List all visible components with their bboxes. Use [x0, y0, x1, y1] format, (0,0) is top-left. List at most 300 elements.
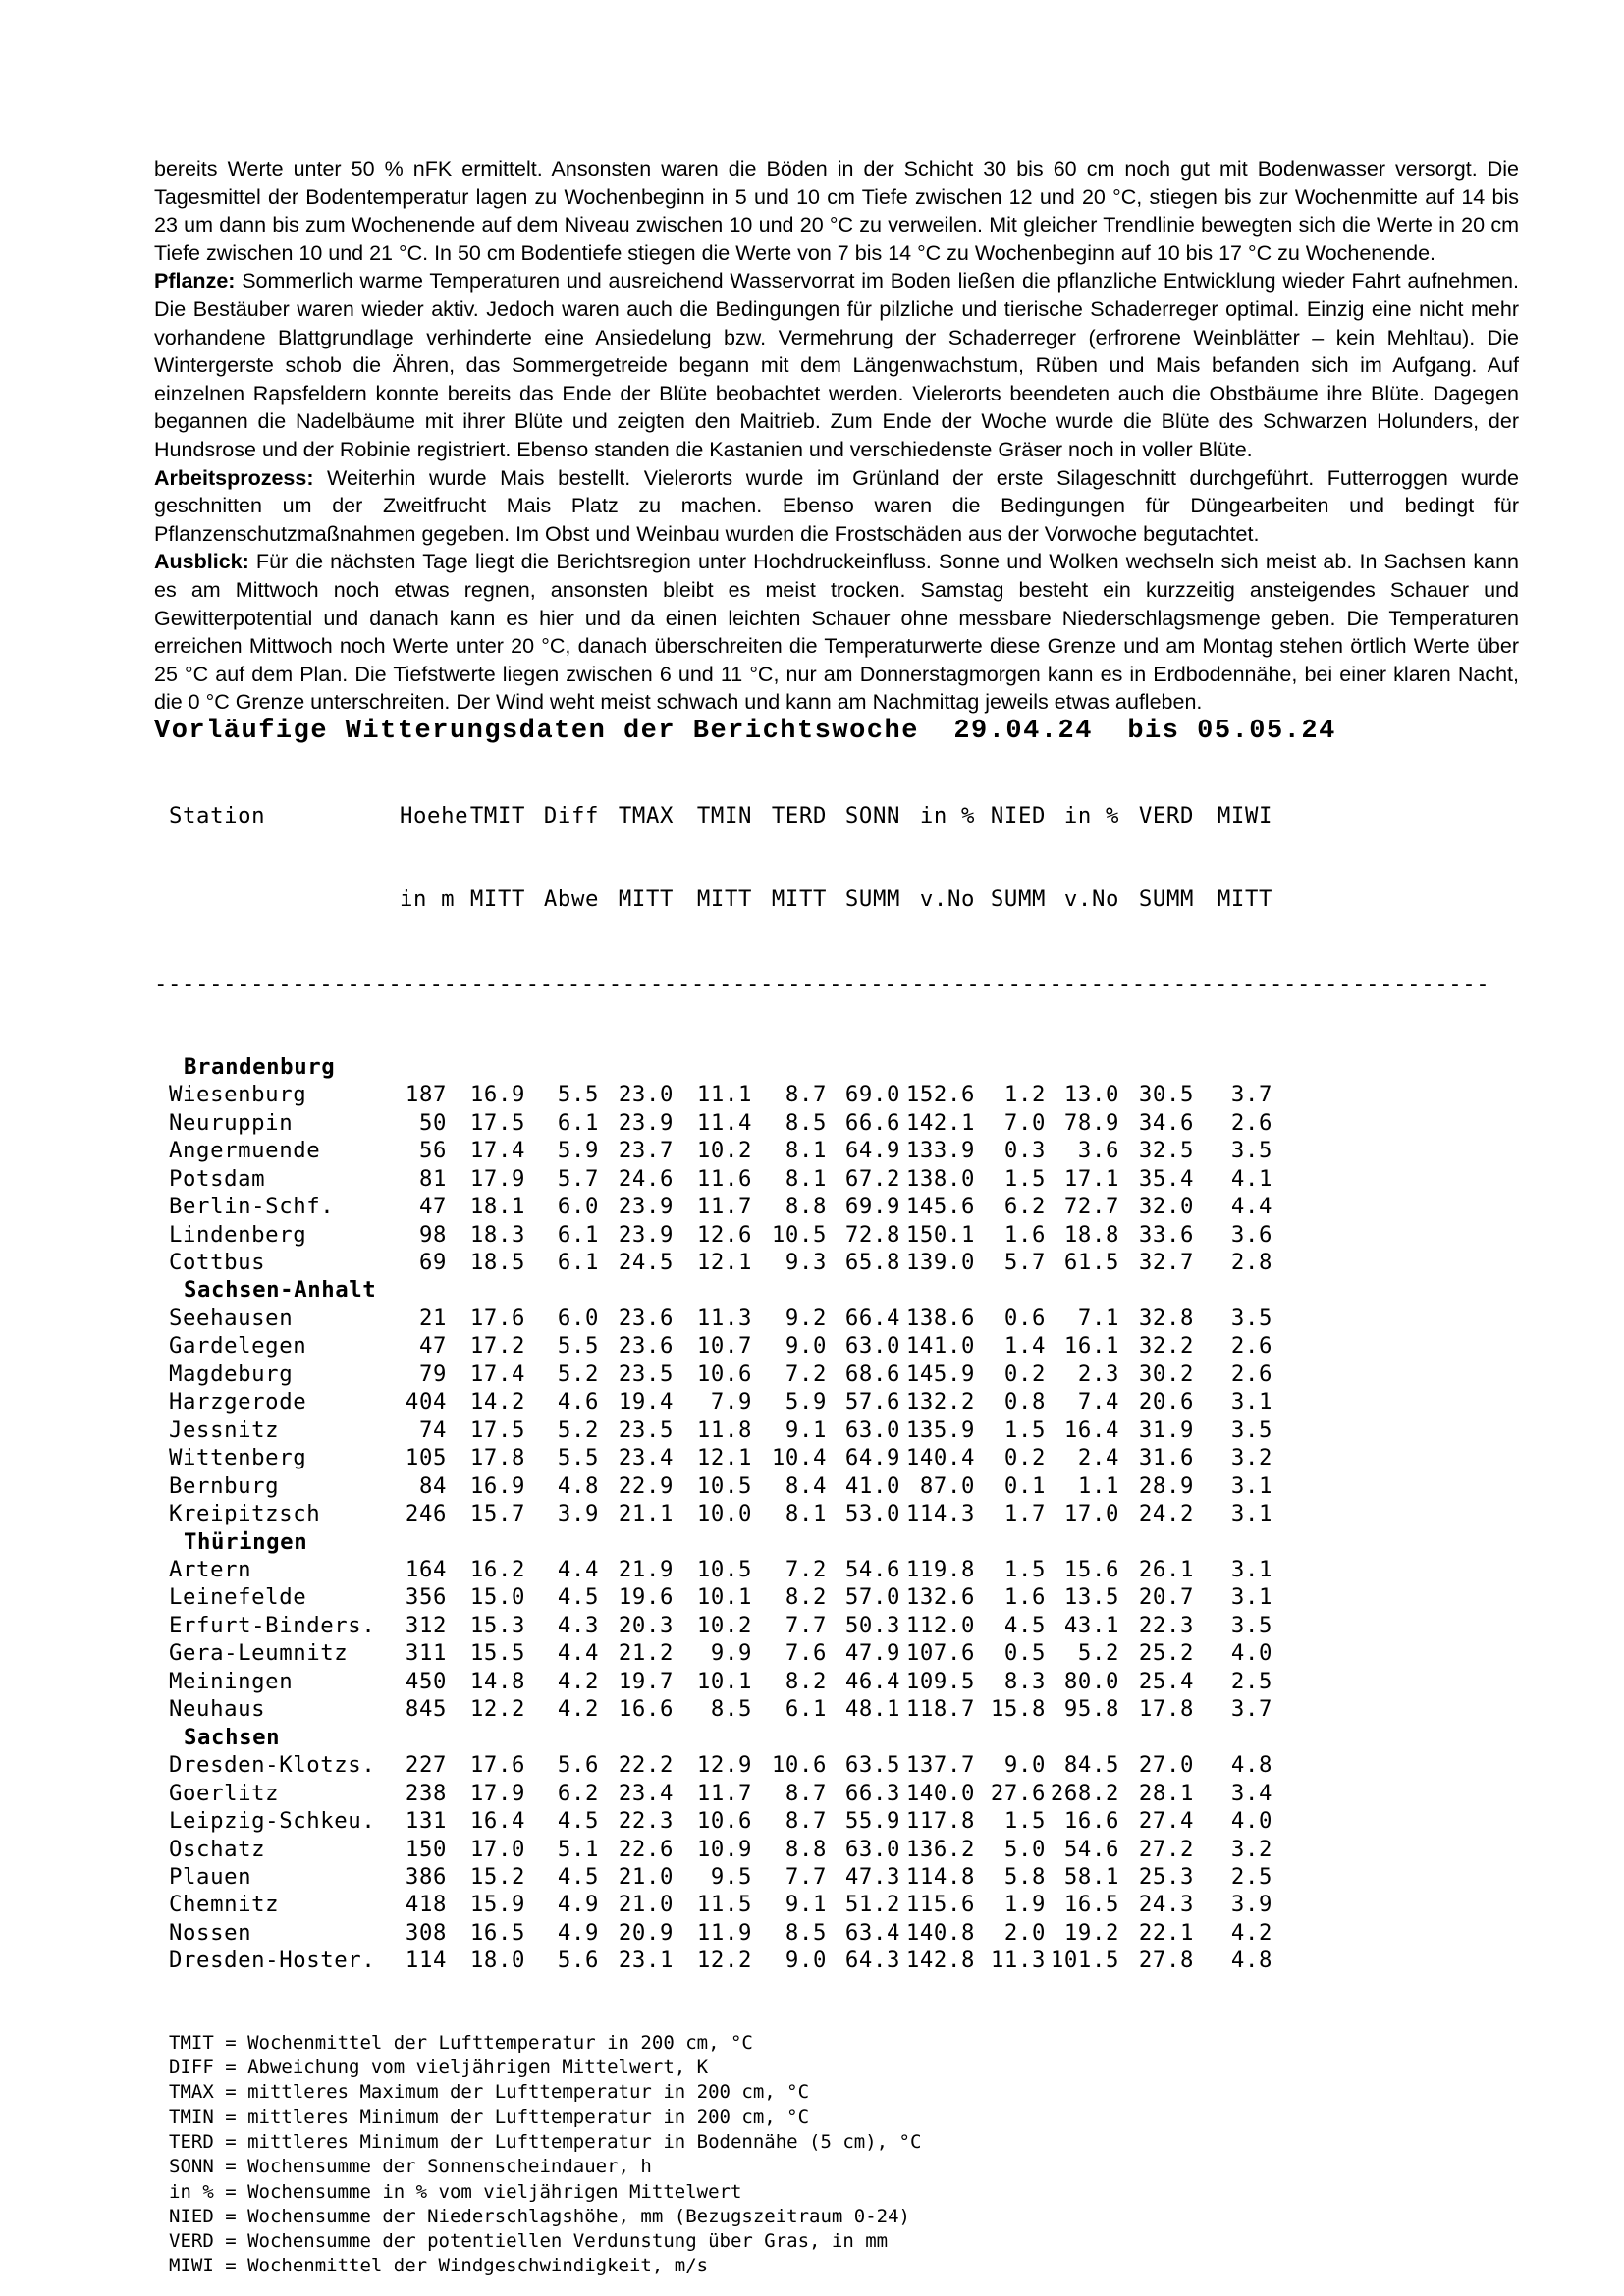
table-cell: 6.1 — [557, 1109, 599, 1136]
table-cell: 5.2 — [557, 1361, 599, 1387]
table-cell: 5.2 — [1077, 1640, 1119, 1667]
table-cell: 15.2 — [469, 1864, 525, 1890]
column-header: Diff — [543, 802, 599, 828]
table-cell: 16.1 — [1063, 1333, 1119, 1360]
table-cell: Erfurt-Binders. — [169, 1612, 376, 1638]
table-cell: Jessnitz — [169, 1416, 280, 1443]
table-cell: 32.0 — [1138, 1194, 1194, 1220]
table-cell: 4.9 — [557, 1919, 599, 1946]
table-cell: 8.5 — [710, 1696, 752, 1723]
table-cell: 30.2 — [1138, 1361, 1194, 1387]
region-heading: Sachsen — [184, 1724, 281, 1750]
table-cell: 1.4 — [1003, 1333, 1046, 1360]
table-cell: 4.4 — [1230, 1194, 1272, 1220]
legend-line: in % = Wochensumme in % vom vieljährigen Mittelwert — [169, 2180, 742, 2203]
table-cell: 5.5 — [557, 1445, 599, 1471]
table-cell: 11.6 — [696, 1165, 752, 1192]
table-cell: Wiesenburg — [169, 1082, 307, 1108]
table-cell: 11.3 — [696, 1305, 752, 1331]
table-cell: 23.4 — [618, 1445, 674, 1471]
table-cell: 5.9 — [557, 1138, 599, 1164]
region-heading: Brandenburg — [184, 1053, 336, 1080]
table-cell: 81 — [418, 1165, 447, 1192]
table-cell: 11.3 — [990, 1948, 1046, 1974]
table-cell: 19.2 — [1063, 1919, 1119, 1946]
table-cell: 133.9 — [905, 1138, 975, 1164]
table-row — [154, 1109, 1529, 1137]
table-cell: 12.1 — [696, 1250, 752, 1276]
table-cell: 16.6 — [1063, 1808, 1119, 1835]
table-cell: 12.2 — [469, 1696, 525, 1723]
table-cell: Lindenberg — [169, 1221, 307, 1248]
table-cell: 138.6 — [905, 1305, 975, 1331]
table-cell: 107.6 — [905, 1640, 975, 1667]
table-cell: 140.4 — [905, 1445, 975, 1471]
table-cell: 5.1 — [557, 1836, 599, 1862]
table-row — [154, 1221, 1529, 1249]
table-cell: 4.0 — [1230, 1808, 1272, 1835]
table-cell: 47.9 — [844, 1640, 900, 1667]
table-cell: 418 — [405, 1892, 447, 1918]
table-cell: 2.4 — [1077, 1445, 1119, 1471]
table-cell: Seehausen — [169, 1305, 294, 1331]
table-cell: 21.1 — [618, 1501, 674, 1527]
table-cell: 118.7 — [905, 1696, 975, 1723]
table-cell: 139.0 — [905, 1250, 975, 1276]
table-cell: 1.9 — [1003, 1892, 1046, 1918]
table-cell: 5.0 — [1003, 1836, 1046, 1862]
table-body — [154, 1053, 1529, 1975]
legend-line: VERD = Wochensumme der potentiellen Verdunstung über Gras, in mm — [169, 2230, 889, 2253]
table-cell: 845 — [405, 1696, 447, 1723]
table-row — [154, 1836, 1529, 1863]
table-cell: 22.3 — [618, 1808, 674, 1835]
table-cell: 50 — [418, 1109, 447, 1136]
table-cell: Berlin-Schf. — [169, 1194, 335, 1220]
table-cell: 8.5 — [785, 1919, 827, 1946]
soil-paragraph: bereits Werte unter 50 % nFK ermittelt. Ansonsten waren die Böden in der Schicht 30 bis 60 cm noch gut mit Bodenwasser versorgt. Die Tagesmittel der Bodentemperatur lagen zu Wochenbeginn in 5 und 10 cm Tiefe zwischen 12 und 20 °C, stiegen bis zur Wochenmitte auf 14 bis 23 um dann bis zum Wochenende auf dem Niveau zwischen 10 und 20 °C zu verweilen. Mit gleicher Trendlinie bewegten sich die Werte in 20 cm Tiefe zwischen 10 und 21 °C. In 50 cm Bodentiefe stiegen die Werte von 7 bis 14 °C zu Wochenbeginn auf 10 bis 17 °C zu Wochenende. — [154, 157, 1519, 265]
table-row — [154, 1947, 1529, 1974]
table-cell: 55.9 — [844, 1808, 900, 1835]
table-cell: 24.3 — [1138, 1892, 1194, 1918]
table-cell: 22.1 — [1138, 1919, 1194, 1946]
table-cell: Oschatz — [169, 1836, 266, 1862]
work-heading: Arbeitsprozess: — [154, 465, 314, 490]
table-cell: 16.5 — [469, 1919, 525, 1946]
table-cell: 18.5 — [469, 1250, 525, 1276]
table-cell: 46.4 — [844, 1668, 900, 1694]
table-cell: 11.8 — [696, 1416, 752, 1443]
table-cell: 47 — [418, 1333, 447, 1360]
table-cell: 32.8 — [1138, 1305, 1194, 1331]
legend-line: DIFF = Abweichung vom vieljährigen Mittelwert, K — [169, 2056, 709, 2079]
column-header: VERD — [1138, 802, 1194, 828]
table-cell: 2.6 — [1230, 1109, 1272, 1136]
table-cell: 119.8 — [905, 1557, 975, 1583]
table-cell: 187 — [405, 1082, 447, 1108]
table-cell: 17.4 — [469, 1361, 525, 1387]
table-cell: 0.6 — [1003, 1305, 1046, 1331]
table-row — [154, 1583, 1529, 1611]
table-cell: 3.2 — [1230, 1836, 1272, 1862]
table-cell: 12.9 — [696, 1752, 752, 1779]
table-cell: Potsdam — [169, 1165, 266, 1192]
table-cell: 6.2 — [1003, 1194, 1046, 1220]
table-cell: 17.9 — [469, 1780, 525, 1806]
table-cell: 17.5 — [469, 1109, 525, 1136]
table-cell: 3.5 — [1230, 1305, 1272, 1331]
column-header: Hoehe — [400, 802, 469, 828]
table-cell: Dresden-Hoster. — [169, 1948, 376, 1974]
table-cell: 164 — [405, 1557, 447, 1583]
table-cell: 15.9 — [469, 1892, 525, 1918]
table-cell: 66.4 — [844, 1305, 900, 1331]
table-cell: 72.8 — [844, 1221, 900, 1248]
table-cell: 21 — [418, 1305, 447, 1331]
legend-line: MIWI = Wochenmittel der Windgeschwindigkeit, m/s — [169, 2255, 709, 2277]
table-cell: 54.6 — [1063, 1836, 1119, 1862]
table-row — [154, 1165, 1529, 1193]
table-cell: 5.6 — [557, 1752, 599, 1779]
table-cell: 8.3 — [1003, 1668, 1046, 1694]
table-cell: 17.6 — [469, 1305, 525, 1331]
table-cell: 63.4 — [844, 1919, 900, 1946]
table-cell: 23.1 — [618, 1948, 674, 1974]
table-cell: 4.1 — [1230, 1165, 1272, 1192]
table-cell: 114.8 — [905, 1864, 975, 1890]
column-header: TMIT — [469, 802, 525, 828]
table-row — [154, 1081, 1529, 1108]
table-row — [154, 1472, 1529, 1500]
table-cell: 142.8 — [905, 1948, 975, 1974]
table-cell: 386 — [405, 1864, 447, 1890]
legend-line: TMIN = mittleres Minimum der Lufttemperatur in 200 cm, °C — [169, 2106, 810, 2128]
table-cell: 3.1 — [1230, 1501, 1272, 1527]
table-cell: 14.8 — [469, 1668, 525, 1694]
table-cell: Meiningen — [169, 1668, 294, 1694]
table-cell: 1.5 — [1003, 1557, 1046, 1583]
table-cell: 12.2 — [696, 1948, 752, 1974]
table-cell: 0.2 — [1003, 1445, 1046, 1471]
table-cell: 2.5 — [1230, 1668, 1272, 1694]
table-cell: 1.7 — [1003, 1501, 1046, 1527]
table-cell: 4.4 — [557, 1640, 599, 1667]
table-cell: 64.3 — [844, 1948, 900, 1974]
table-cell: 28.9 — [1138, 1472, 1194, 1499]
table-cell: Plauen — [169, 1864, 252, 1890]
column-subheader — [154, 885, 400, 913]
table-cell: 4.3 — [557, 1612, 599, 1638]
table-cell: Wittenberg — [169, 1445, 307, 1471]
table-cell: 9.1 — [785, 1416, 827, 1443]
table-cell: 1.2 — [1003, 1082, 1046, 1108]
table-cell: 10.2 — [696, 1612, 752, 1638]
table-cell: 9.3 — [785, 1250, 827, 1276]
table-cell: 63.0 — [844, 1333, 900, 1360]
table-cell: 7.9 — [710, 1389, 752, 1415]
table-cell: 140.0 — [905, 1780, 975, 1806]
table-cell: 246 — [405, 1501, 447, 1527]
table-cell: 10.6 — [696, 1361, 752, 1387]
column-header: in % — [1063, 802, 1119, 828]
table-cell: 19.7 — [618, 1668, 674, 1694]
table-cell: 10.9 — [696, 1836, 752, 1862]
table-cell: 4.5 — [1003, 1612, 1046, 1638]
table-cell: 4.5 — [557, 1584, 599, 1611]
table-cell: 311 — [405, 1640, 447, 1667]
table-cell: 150 — [405, 1836, 447, 1862]
table-cell: 3.7 — [1230, 1082, 1272, 1108]
table-cell: 32.7 — [1138, 1250, 1194, 1276]
table-cell: Gardelegen — [169, 1333, 307, 1360]
table-row — [154, 1305, 1529, 1332]
table-cell: 4.8 — [557, 1472, 599, 1499]
table-cell: 31.9 — [1138, 1416, 1194, 1443]
table-cell: 3.4 — [1230, 1780, 1272, 1806]
outlook-text: Für die nächsten Tage liegt die Berichtsregion unter Hochdruckeinfluss. Sonne und Wolken wechseln sich meist ab. In Sachsen kann es am Mittwoch noch etwas regnen, ansonsten bleibt es meist trocken. Samstag besteht ein kurzzeitig ansteigendes Schauer und Gewitterpotential und danach kann es hier und da einen leichten Schauer ohne messbare Niederschlagsmenge geben. Die Temperaturen erreichen Mittwoch noch Werte unter 20 °C, danach überschreiten die Temperaturwerte diese Grenze und am Montag stehen örtlich Werte über 25 °C auf dem Plan. Die Tiefstwerte liegen zwischen 6 und 11 °C, nur am Donnerstagmorgen kann es in Erdbodennähe, bei einer klaren Nacht, die 0 °C Grenze unterschreiten. Der Wind weht meist schwach und kann am Nachmittag jeweils etwas aufleben. — [154, 550, 1519, 715]
table-header-row-2 — [154, 885, 1529, 913]
table-cell: 27.2 — [1138, 1836, 1194, 1862]
column-subheader: MITT — [1217, 886, 1272, 913]
table-cell: 142.1 — [905, 1109, 975, 1136]
table-cell: 47.3 — [844, 1864, 900, 1890]
table-cell: 114 — [405, 1948, 447, 1974]
table-cell: 28.1 — [1138, 1780, 1194, 1806]
table-cell: 64.9 — [844, 1138, 900, 1164]
table-row — [154, 1361, 1529, 1388]
table-cell: 32.2 — [1138, 1333, 1194, 1360]
table-cell: 15.3 — [469, 1612, 525, 1638]
table-cell: 13.0 — [1063, 1082, 1119, 1108]
column-header: TERD — [771, 802, 827, 828]
table-header-row-1 — [154, 802, 1529, 829]
table-cell: 10.7 — [696, 1333, 752, 1360]
table-cell: 22.9 — [618, 1472, 674, 1499]
table-cell: Artern — [169, 1557, 252, 1583]
table-cell: 21.9 — [618, 1557, 674, 1583]
table-cell: 20.9 — [618, 1919, 674, 1946]
table-cell: 11.7 — [696, 1194, 752, 1220]
table-cell: 145.9 — [905, 1361, 975, 1387]
table-cell: 66.6 — [844, 1109, 900, 1136]
table-cell: 4.6 — [557, 1389, 599, 1415]
table-cell: Leinefelde — [169, 1584, 307, 1611]
table-cell: Nossen — [169, 1919, 252, 1946]
table-cell: 31.6 — [1138, 1445, 1194, 1471]
table-cell: 227 — [405, 1752, 447, 1779]
table-cell: 95.8 — [1063, 1696, 1119, 1723]
table-cell: 5.9 — [785, 1389, 827, 1415]
table-cell: 72.7 — [1063, 1194, 1119, 1220]
column-header: SONN — [844, 802, 900, 828]
table-cell: 5.2 — [557, 1416, 599, 1443]
column-subheader: MITT — [771, 886, 827, 913]
table-cell: 10.6 — [771, 1752, 827, 1779]
table-cell: 5.7 — [557, 1165, 599, 1192]
table-cell: 22.3 — [1138, 1612, 1194, 1638]
table-cell: 23.9 — [618, 1221, 674, 1248]
table-cell: 24.5 — [618, 1250, 674, 1276]
column-header: TMAX — [618, 802, 674, 828]
table-cell: 17.1 — [1063, 1165, 1119, 1192]
table-cell: 17.8 — [1138, 1696, 1194, 1723]
table-cell: 25.2 — [1138, 1640, 1194, 1667]
table-cell: 8.8 — [785, 1836, 827, 1862]
table-cell: 9.9 — [710, 1640, 752, 1667]
column-subheader: MITT — [618, 886, 674, 913]
table-row — [154, 1891, 1529, 1918]
table-cell: 7.2 — [785, 1557, 827, 1583]
column-header: MIWI — [1217, 802, 1272, 828]
table-row — [154, 1863, 1529, 1891]
table-cell: 16.9 — [469, 1472, 525, 1499]
table-cell: 3.6 — [1230, 1221, 1272, 1248]
table-cell: 7.6 — [785, 1640, 827, 1667]
table-cell: 6.0 — [557, 1194, 599, 1220]
table-cell: 312 — [405, 1612, 447, 1638]
table-cell: 4.0 — [1230, 1640, 1272, 1667]
table-cell: 21.0 — [618, 1864, 674, 1890]
table-cell: 11.9 — [696, 1919, 752, 1946]
table-cell: 63.0 — [844, 1836, 900, 1862]
table-cell: 23.7 — [618, 1138, 674, 1164]
table-cell: 54.6 — [844, 1557, 900, 1583]
table-cell: 27.0 — [1138, 1752, 1194, 1779]
table-cell: 6.2 — [557, 1780, 599, 1806]
table-cell: 6.0 — [557, 1305, 599, 1331]
table-cell: 404 — [405, 1389, 447, 1415]
table-cell: 18.8 — [1063, 1221, 1119, 1248]
table-cell: 0.2 — [1003, 1361, 1046, 1387]
table-cell: 4.2 — [1230, 1919, 1272, 1946]
table-row — [154, 1416, 1529, 1444]
table-cell: 68.6 — [844, 1361, 900, 1387]
table-cell: 25.4 — [1138, 1668, 1194, 1694]
table-cell: 23.5 — [618, 1361, 674, 1387]
table-cell: 69.9 — [844, 1194, 900, 1220]
table-cell: 152.6 — [905, 1082, 975, 1108]
table-cell: 8.7 — [785, 1082, 827, 1108]
table-cell: 4.8 — [1230, 1948, 1272, 1974]
table-cell: 268.2 — [1050, 1780, 1119, 1806]
table-cell: 78.9 — [1063, 1109, 1119, 1136]
table-cell: Angermuende — [169, 1138, 321, 1164]
report-text — [154, 155, 1519, 717]
table-cell: 3.1 — [1230, 1472, 1272, 1499]
table-cell: 22.6 — [618, 1836, 674, 1862]
table-cell: 2.6 — [1230, 1361, 1272, 1387]
table-cell: 24.6 — [618, 1165, 674, 1192]
table-cell: 56 — [418, 1138, 447, 1164]
table-row — [154, 1388, 1529, 1415]
table-cell: 2.8 — [1230, 1250, 1272, 1276]
table-cell: 16.6 — [618, 1696, 674, 1723]
table-cell: 1.1 — [1077, 1472, 1119, 1499]
table-cell: 14.2 — [469, 1389, 525, 1415]
table-legend — [154, 2031, 1529, 2279]
table-cell: Harzgerode — [169, 1389, 307, 1415]
table-cell: 145.6 — [905, 1194, 975, 1220]
table-row — [154, 1807, 1529, 1835]
table-cell: 15.6 — [1063, 1557, 1119, 1583]
table-cell: 1.6 — [1003, 1584, 1046, 1611]
table-cell: 11.1 — [696, 1082, 752, 1108]
table-cell: 1.5 — [1003, 1165, 1046, 1192]
table-cell: 10.1 — [696, 1584, 752, 1611]
table-cell: 4.2 — [557, 1696, 599, 1723]
table-row — [154, 1444, 1529, 1471]
table-cell: 7.7 — [785, 1612, 827, 1638]
table-cell: 11.4 — [696, 1109, 752, 1136]
table-cell: 8.1 — [785, 1138, 827, 1164]
table-cell: 4.4 — [557, 1557, 599, 1583]
column-subheader: SUMM — [990, 886, 1046, 913]
table-cell: 3.2 — [1230, 1445, 1272, 1471]
table-cell: 17.6 — [469, 1752, 525, 1779]
table-cell: 9.2 — [785, 1305, 827, 1331]
plant-text: Sommerlich warme Temperaturen und ausreichend Wasservorrat im Boden ließen die pflanzliche Entwicklung wieder Fahrt aufnehmen. Die Bestäuber waren wieder aktiv. Jedoch waren auch die Bedingungen für pilzliche und tierische Schaderreger optimal. Einzig eine nicht mehr vorhandene Blattgrundlage verhinderte eine Ansiedelung bzw. Vermehrung der Schaderreger (erfrorene Weinblätter – kein Mehltau). Die Wintergerste schob die Ähren, das Sommergetreide begann mit dem Längenwachstum, Rüben und Mais befanden sich im Aufgang. Auf einzelnen Rapsfeldern konnte bereits das Ende der Blüte beobachtet werden. Vielerorts beendeten auch die Obstbäume ihre Blüte. Dagegen begannen die Nadelbäume mit ihrer Blüte und zeigten den Maitrieb. Zum Ende der Woche wurde die Blüte des Schwarzen Holunders, der Hundsrose und der Robinie registriert. Ebenso standen die Kastanien und verschiedenste Gräser noch in voller Blüte. — [154, 269, 1519, 461]
table-cell: 3.1 — [1230, 1389, 1272, 1415]
column-subheader: SUMM — [844, 886, 900, 913]
weather-table — [154, 746, 1529, 2031]
table-cell: 66.3 — [844, 1780, 900, 1806]
table-cell: 32.5 — [1138, 1138, 1194, 1164]
outlook-paragraph — [154, 548, 1519, 717]
table-cell: 2.0 — [1003, 1919, 1046, 1946]
report-page — [154, 155, 1529, 2279]
table-cell: 9.0 — [1003, 1752, 1046, 1779]
table-row — [154, 1193, 1529, 1220]
table-cell: 1.6 — [1003, 1221, 1046, 1248]
table-cell: 63.5 — [844, 1752, 900, 1779]
table-cell: 27.6 — [990, 1780, 1046, 1806]
table-cell: 9.5 — [710, 1864, 752, 1890]
table-cell: 20.6 — [1138, 1389, 1194, 1415]
column-header: in % — [919, 802, 975, 828]
table-cell: 0.3 — [1003, 1138, 1046, 1164]
table-cell: 16.9 — [469, 1082, 525, 1108]
table-cell: 7.2 — [785, 1361, 827, 1387]
table-cell: 135.9 — [905, 1416, 975, 1443]
table-cell: 25.3 — [1138, 1864, 1194, 1890]
table-cell: 3.5 — [1230, 1138, 1272, 1164]
table-cell: 136.2 — [905, 1836, 975, 1862]
table-row — [154, 1332, 1529, 1360]
table-cell: 23.9 — [618, 1194, 674, 1220]
table-cell: 5.7 — [1003, 1250, 1046, 1276]
table-cell: 4.9 — [557, 1892, 599, 1918]
table-cell: 132.2 — [905, 1389, 975, 1415]
table-cell: 112.0 — [905, 1612, 975, 1638]
table-cell: 69 — [418, 1250, 447, 1276]
table-cell: 3.9 — [557, 1501, 599, 1527]
table-cell: 17.0 — [469, 1836, 525, 1862]
table-cell: 48.1 — [844, 1696, 900, 1723]
table-cell: 64.9 — [844, 1445, 900, 1471]
table-cell: 30.5 — [1138, 1082, 1194, 1108]
table-cell: 23.5 — [618, 1416, 674, 1443]
table-cell: 8.7 — [785, 1780, 827, 1806]
table-cell: 450 — [405, 1668, 447, 1694]
table-row — [154, 1639, 1529, 1667]
column-header: TMIN — [696, 802, 752, 828]
table-cell: 4.2 — [557, 1668, 599, 1694]
table-cell: 20.3 — [618, 1612, 674, 1638]
table-cell: 150.1 — [905, 1221, 975, 1248]
table-cell: 15.8 — [990, 1696, 1046, 1723]
table-cell: 132.6 — [905, 1584, 975, 1611]
table-cell: 3.9 — [1230, 1892, 1272, 1918]
